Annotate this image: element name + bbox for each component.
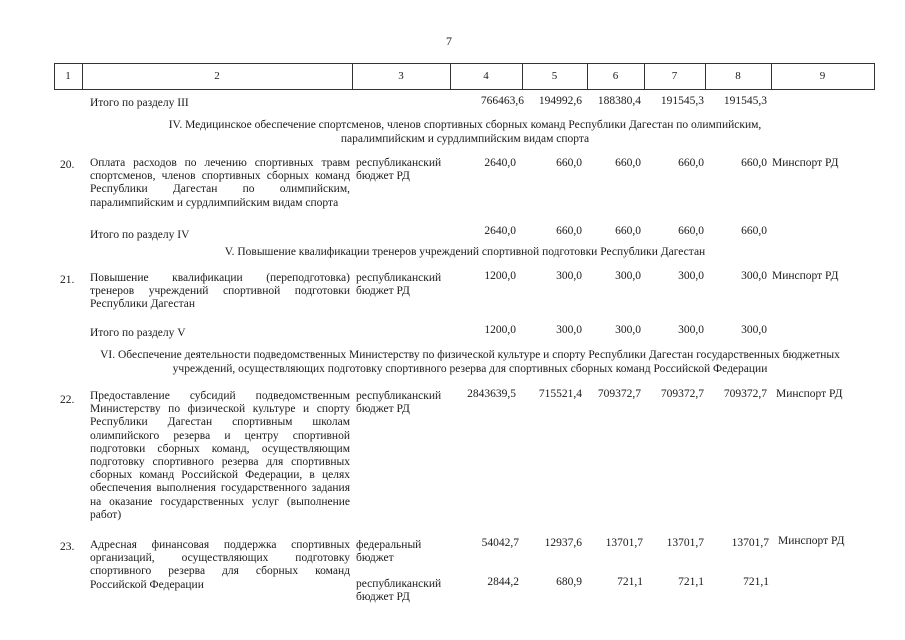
total-label: Итого по разделу III [90,97,189,109]
section-title-4: IV. Медицинское обеспечение спортсменов, членов спортивных сборных команд Республики Дагестан по олимпийским, паралимпийским и сурдлимпийским видам спорта [168,119,762,145]
header-cell: 6 [612,70,619,82]
row-value: 721,1 [617,576,643,588]
header-bottom-border [54,89,875,90]
row-value: 300,0 [615,270,641,282]
header-cell: 3 [398,70,404,82]
row-name: Оплата расходов по лечению спортивных травм спортсменов, членов спортивных сборных команд Республики Дагестан по олимпийским, паралимпийским и сурдлимпийским видам спорта [90,157,350,209]
row-value: 300,0 [556,270,582,282]
row-value: 300,0 [678,270,704,282]
row-name: Предоставление субсидий подведомственным Министерству по физической культуре и спорту Республики Дагестан спортивным школам олимпийского резерва и центру спортивной подготовки сборных команд, осуществляющим подготовку спортивного резерва для спортивных сборных команд Российской Федерации, в целях обеспечения выполнения государственного задания на оказание государственных услуг (выполнение работ) [90,390,350,521]
header-cell: 5 [551,70,558,82]
header-cell: 2 [214,70,220,82]
row-value: 709372,7 [723,388,767,400]
row-value: 721,1 [743,576,769,588]
header-cell: 4 [483,70,489,82]
row-value: 12937,6 [544,537,582,549]
row-name: Адресная финансовая поддержка спортивных организаций, осуществляющих подготовку спортивного резерва для сборных команд Российской Федерации [90,539,350,591]
row-value: 660,0 [615,157,641,169]
section-title-6: VI. Обеспечение деятельности подведомственных Министерству по физической культуре и спорту Республики Дагестан государственных бюджетных учреждений, осуществляющих подготовку спортивного резерва для спортивных сборных команд Российской Федерации [100,349,840,375]
total-value: 194992,6 [538,95,582,107]
row-name: Повышение квалификации (переподготовка) тренеров учреждений спортивной подготовки Республики Дагестан [90,272,350,311]
row-value: 680,9 [556,576,582,588]
row-source: республиканский бюджет РД [356,157,442,183]
total-value: 660,0 [678,225,704,237]
section-title-5: V. Повышение квалификации тренеров учреждений спортивной подготовки Республики Дагестан [224,246,706,258]
page-number: 7 [446,34,452,48]
row-source: республиканский бюджет РД [356,390,442,416]
row-executor: Минспорт РД [776,388,843,400]
row-value: 715521,4 [538,388,582,400]
total-label: Итого по разделу IV [90,229,190,241]
header-cell: 1 [65,70,71,82]
header-cell: 9 [819,70,826,82]
row-value: 1200,0 [484,270,516,282]
row-number: 22. [60,394,75,406]
header-top-border [54,63,875,64]
row-source: республиканский бюджет РД [356,578,442,604]
row-value: 660,0 [556,157,582,169]
header-cell: 8 [735,70,741,82]
row-value: 709372,7 [660,388,704,400]
row-number: 20. [60,159,75,171]
total-value: 2640,0 [484,225,516,237]
row-value: 13701,7 [605,537,643,549]
row-value: 2843639,5 [467,388,516,400]
total-value: 191545,3 [660,95,704,107]
row-value: 2640,0 [484,157,516,169]
row-source: федеральный бюджет [356,539,422,565]
row-value: 721,1 [678,576,704,588]
total-value: 660,0 [615,225,641,237]
row-value: 660,0 [678,157,704,169]
total-value: 300,0 [615,324,641,336]
row-value: 2844,2 [487,576,519,588]
total-value: 300,0 [678,324,704,336]
row-executor: Минспорт РД [772,157,839,169]
row-value: 13701,7 [666,537,704,549]
total-value: 660,0 [741,225,767,237]
total-label: Итого по разделу V [90,327,186,339]
total-value: 766463,6 [480,95,524,107]
total-value: 660,0 [556,225,582,237]
total-value: 1200,0 [484,324,516,336]
row-value: 54042,7 [481,537,519,549]
row-executor: Минспорт РД [772,270,839,282]
row-number: 21. [60,274,75,286]
row-value: 709372,7 [597,388,641,400]
row-executor: Минспорт РД [778,535,845,547]
header-cell: 7 [671,70,678,82]
total-value: 300,0 [741,324,767,336]
row-value: 300,0 [741,270,767,282]
total-value: 300,0 [556,324,582,336]
header-divider [874,63,875,90]
total-value: 191545,3 [723,95,767,107]
row-source: республиканский бюджет РД [356,272,442,298]
row-value: 13701,7 [731,537,769,549]
row-value: 660,0 [741,157,767,169]
total-value: 188380,4 [597,95,641,107]
row-number: 23. [60,541,75,553]
